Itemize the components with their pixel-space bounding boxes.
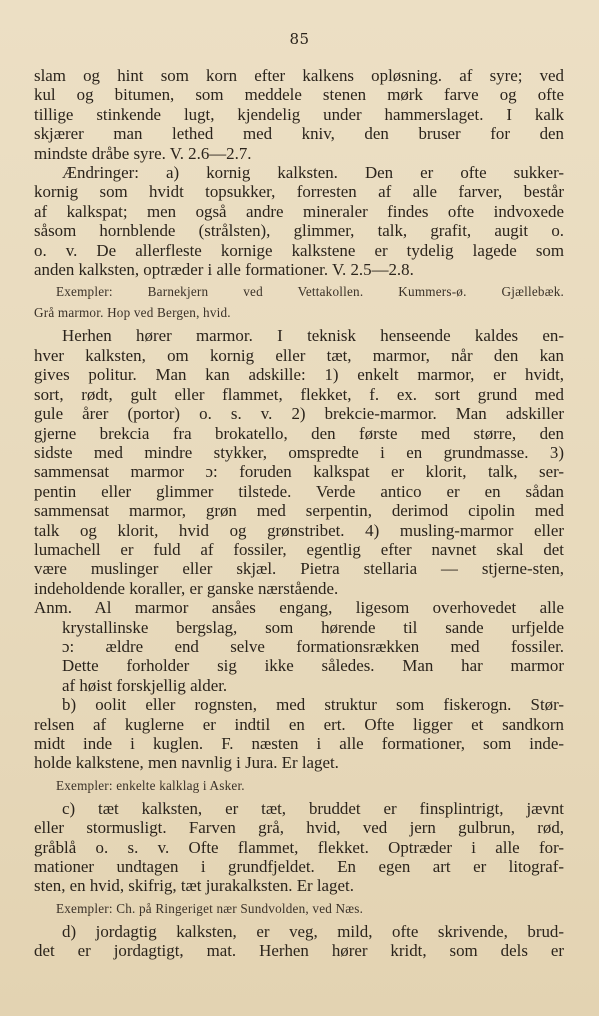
text-line: gjerne brekcia fra brokatello, den første med større, den — [34, 423, 564, 443]
text-line: lumachell er fuld af fossiler, egentlig efter navnet skal det — [34, 539, 564, 559]
text-line: være muslinger eller skjæl. Pietra stellaria — stjerne-sten, — [34, 559, 564, 579]
example-line: Grå marmor. Hop ved Bergen, hvid. — [34, 305, 231, 321]
text-line: af kalkspat; men også andre mineraler findes ofte indvoxede — [34, 201, 564, 221]
text-line: holde kalkstene, men navnlig i Jura. Er laget. — [34, 753, 339, 773]
text-line: gives politur. Man kan adskille: 1) enkelt marmor, er hvidt, — [34, 365, 564, 385]
text-line: kul og bitumen, som meddele stenen mørk farve og ofte — [34, 85, 564, 105]
text-line: mationer undtagen i grundfjeldet. En egen art er litograf- — [34, 857, 564, 877]
text-line: slam og hint som korn efter kalkens opløsning. af syre; ved — [34, 66, 564, 85]
text-line: tillige stinkende lugt, kjendelig under hammerslaget. I kalk — [34, 104, 564, 124]
text-line: midt inde i kuglen. F. næsten i alle formationer, som inde- — [34, 734, 564, 753]
text-line: krystallinske bergslag, som hørende til sande urfjelde — [62, 617, 564, 637]
text-line: skjærer man lethed med kniv, den bruser for den — [34, 124, 564, 144]
text-line: o. v. De allerfleste kornige kalkstene er tydelig lagede som — [34, 240, 564, 260]
body-text — [34, 66, 564, 961]
text-line: pentin eller glimmer tilstede. Verde antico er en sådan — [34, 481, 564, 501]
text-line: talk og klorit, hvid og grønstribet. 4) musling-marmor eller — [34, 520, 564, 540]
text-line: eller stormusligt. Farven grå, hvid, ved jern gulbrun, rød, — [34, 818, 564, 838]
text-line: mindste dråbe syre. V. 2.6—2.7. — [34, 143, 252, 163]
text-line: sidste med mindre stykker, omspredte i en grundmasse. 3) — [34, 442, 564, 462]
text-line: det er jordagtigt, mat. Herhen hører kridt, som dels er — [34, 941, 564, 961]
text-line: Ændringer: a) kornig kalksten. Den er ofte sukker- — [62, 163, 564, 183]
text-line: gule årer (portor) o. s. v. 2) brekcie-marmor. Man adskiller — [34, 404, 564, 424]
example-line: Exempler: Ch. på Ringeriget nær Sundvolden, ved Næs. — [56, 900, 364, 916]
text-line: sammensat marmor ɔ: foruden kalkspat er klorit, talk, ser- — [34, 462, 564, 482]
text-line: ɔ: ældre end selve formationsrækken med fossiler. — [62, 636, 564, 656]
page-number: 85 — [289, 30, 310, 48]
text-line: relsen af kuglerne er indtil en ert. Ofte ligger et sandkorn — [34, 714, 564, 734]
text-line: sten, en hvid, skifrig, tæt jurakalksten. Er laget. — [34, 876, 354, 896]
text-line: sammensat marmor, grøn med serpentin, derimod cipolin med — [34, 501, 564, 521]
text-line: såsom hornblende (strålsten), glimmer, talk, grafit, augit o. — [34, 221, 564, 241]
example-line: Exempler: Barnekjern ved Vettakollen. Kummers-ø. Gjællebæk. — [56, 284, 564, 300]
text-line: d) jordagtig kalksten, er veg, mild, ofte skrivende, brud- — [62, 921, 564, 941]
text-line: anden kalksten, optræder i alle formationer. V. 2.5—2.8. — [34, 260, 414, 280]
text-line: Dette forholder sig ikke således. Man har marmor — [62, 656, 564, 676]
text-line: c) tæt kalksten, er tæt, bruddet er finsplintrigt, jævnt — [62, 798, 564, 818]
text-line: hver kalksten, om kornig eller tæt, marmor, når den kan — [34, 345, 564, 365]
text-line: gråblå o. s. v. Ofte flammet, flekket. Optræder i alle for- — [34, 837, 564, 857]
text-line: sort, rødt, gult eller flammet, flekket, f. ex. sort grund med — [34, 384, 564, 404]
text-line: Herhen hører marmor. I teknisk henseende kaldes en- — [62, 326, 564, 346]
example-line: Exempler: enkelte kalklag i Asker. — [56, 777, 245, 793]
text-line: kornig som hvidt topsukker, forresten af alle farver, består — [34, 182, 564, 202]
text-line: Anm. Al marmor ansåes engang, ligesom overhovedet alle — [34, 598, 564, 618]
text-line: b) oolit eller rognsten, med struktur som fiskerogn. Stør- — [62, 695, 564, 715]
text-line: af høist forskjellig alder. — [62, 675, 228, 695]
text-line: indeholdende koraller, er ganske nærstående. — [34, 578, 339, 598]
